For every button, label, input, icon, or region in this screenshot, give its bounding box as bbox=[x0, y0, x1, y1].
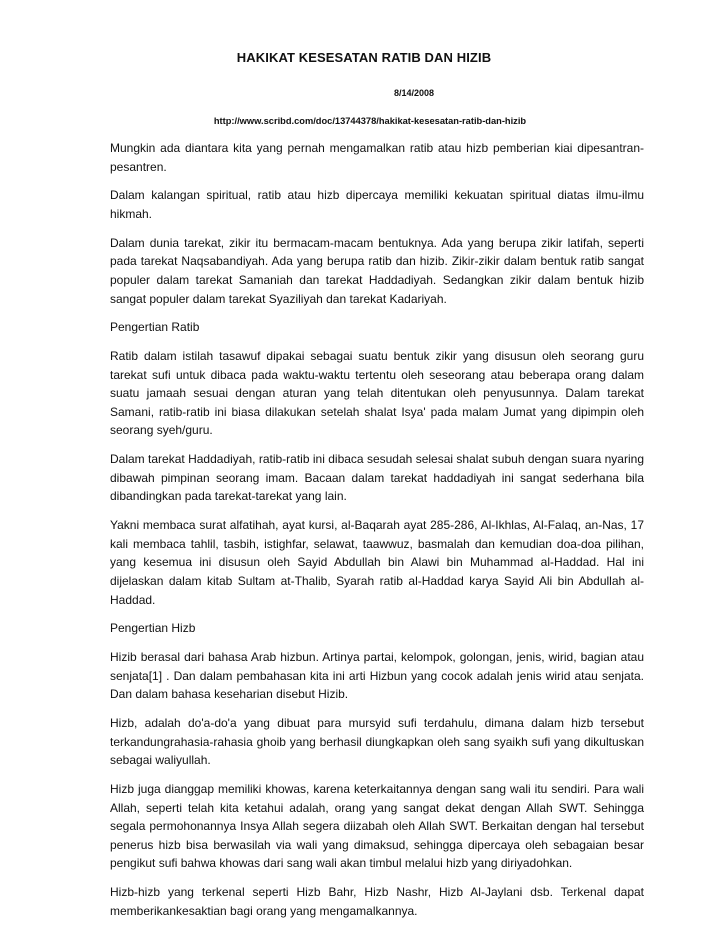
section-heading-hizb: Pengertian Hizb bbox=[110, 621, 196, 636]
paragraph: Mungkin ada diantara kita yang pernah mengamalkan ratib atau hizb pemberian kiai dipesantran-pesantren. bbox=[110, 141, 644, 174]
paragraph: Dalam dunia tarekat, zikir itu bermacam-macam bentuknya. Ada yang berupa zikir latifah, seperti pada tarekat Naqsabandiyah. Ada yang berupa ratib dan hizib. Zikir-zikir dalam bentuk ratib sangat populer dalam tarekat Samaniah dan tarekat Haddadiyah. Sedangkan zikir dalam bentuk hizib sangat populer dalam tarekat Syaziliyah dan tarekat Kadariyah. bbox=[110, 235, 644, 306]
paragraph: Ratib dalam istilah tasawuf dipakai sebagai suatu bentuk zikir yang disusun oleh seorang guru tarekat sufi untuk dibaca pada waktu-waktu tertentu oleh seseorang atau beberapa orang dalam suatu jamaah sesuai dengan aturan yang telah ditentukan oleh penyusunnya. Dalam tarekat Samani, ratib-ratib ini biasa dilakukan setelah shalat Isya' pada malam Jumat yang dipimpin oleh seorang syeh/guru. bbox=[110, 349, 644, 438]
paragraph: Yakni membaca surat alfatihah, ayat kursi, al-Baqarah ayat 285-286, Al-Ikhlas, Al-Falaq, an-Nas, 17 kali membaca tahlil, tasbih, istighfar, selawat, taawwuz, basmalah dan kemudian doa-doa pilihan, yang kesemua ini disusun oleh Sayid Abdullah bin Alawi bin Muhammad al-Haddad. Hal ini dijelaskan dalam kitab Sultam at-Thalib, Syarah ratib al-Haddad karya Sayid Ali bin Abdullah al-Haddad. bbox=[110, 518, 644, 607]
paragraph: Hizb juga dianggap memiliki khowas, karena keterkaitannya dengan sang wali itu sendiri. Para wali Allah, seperti telah kita ketahui adalah, orang yang sangat dekat dengan Allah SWT. Sehingga segala permohonannya Insya Allah segera diizabah oleh Allah SWT. Berkaitan dengan hal tersebut penerus hizb bisa berwasilah via wali yang dimaksud, sehingga dipercaya oleh sebagaian besar pengikut sufi bahwa khowas dari sang wali akan timbul melalui hizb yang diriyadohkan. bbox=[110, 782, 644, 871]
section-heading-ratib: Pengertian Ratib bbox=[110, 320, 200, 335]
paragraph: Hizb, adalah do'a-do'a yang dibuat para mursyid sufi terdahulu, dimana dalam hizb tersebut terkandungrahasia-rahasia ghoib yang berhasil diungkapkan oleh sang syaikh sufi yang dikultuskan sebagai waliyullah. bbox=[110, 716, 644, 768]
paragraph: Dalam tarekat Haddadiyah, ratib-ratib ini dibaca sesudah selesai shalat subuh dengan suara nyaring dibawah pimpinan seorang imam. Bacaan dalam tarekat haddadiyah ini sangat sederhana bila dibandingkan pada tarekat-tarekat yang lain. bbox=[110, 452, 644, 504]
document-date: 8/14/2008 bbox=[393, 88, 435, 98]
paragraph: Hizib berasal dari bahasa Arab hizbun. Artinya partai, kelompok, golongan, jenis, wirid, bagian atau senjata[1] . Dan dalam pembahasan kita ini arti Hizbun yang cocok adalah jenis wirid atau senjata. Dan dalam bahasa keseharian disebut Hizib. bbox=[110, 650, 644, 702]
source-url[interactable]: http://www.scribd.com/doc/13744378/hakikat-kesesatan-ratib-dan-hizib bbox=[213, 116, 527, 126]
paragraph: Hizb-hizb yang terkenal seperti Hizb Bahr, Hizb Nashr, Hizb Al-Jaylani dsb. Terkenal dapat memberikankesaktian bagi orang yang mengamalkannya. bbox=[110, 885, 644, 918]
document-title: HAKIKAT KESESATAN RATIB DAN HIZIB bbox=[236, 50, 492, 65]
paragraph: Dalam kalangan spiritual, ratib atau hizb dipercaya memiliki kekuatan spiritual diatas ilmu-ilmu hikmah. bbox=[110, 188, 644, 221]
document-body bbox=[110, 139, 644, 931]
